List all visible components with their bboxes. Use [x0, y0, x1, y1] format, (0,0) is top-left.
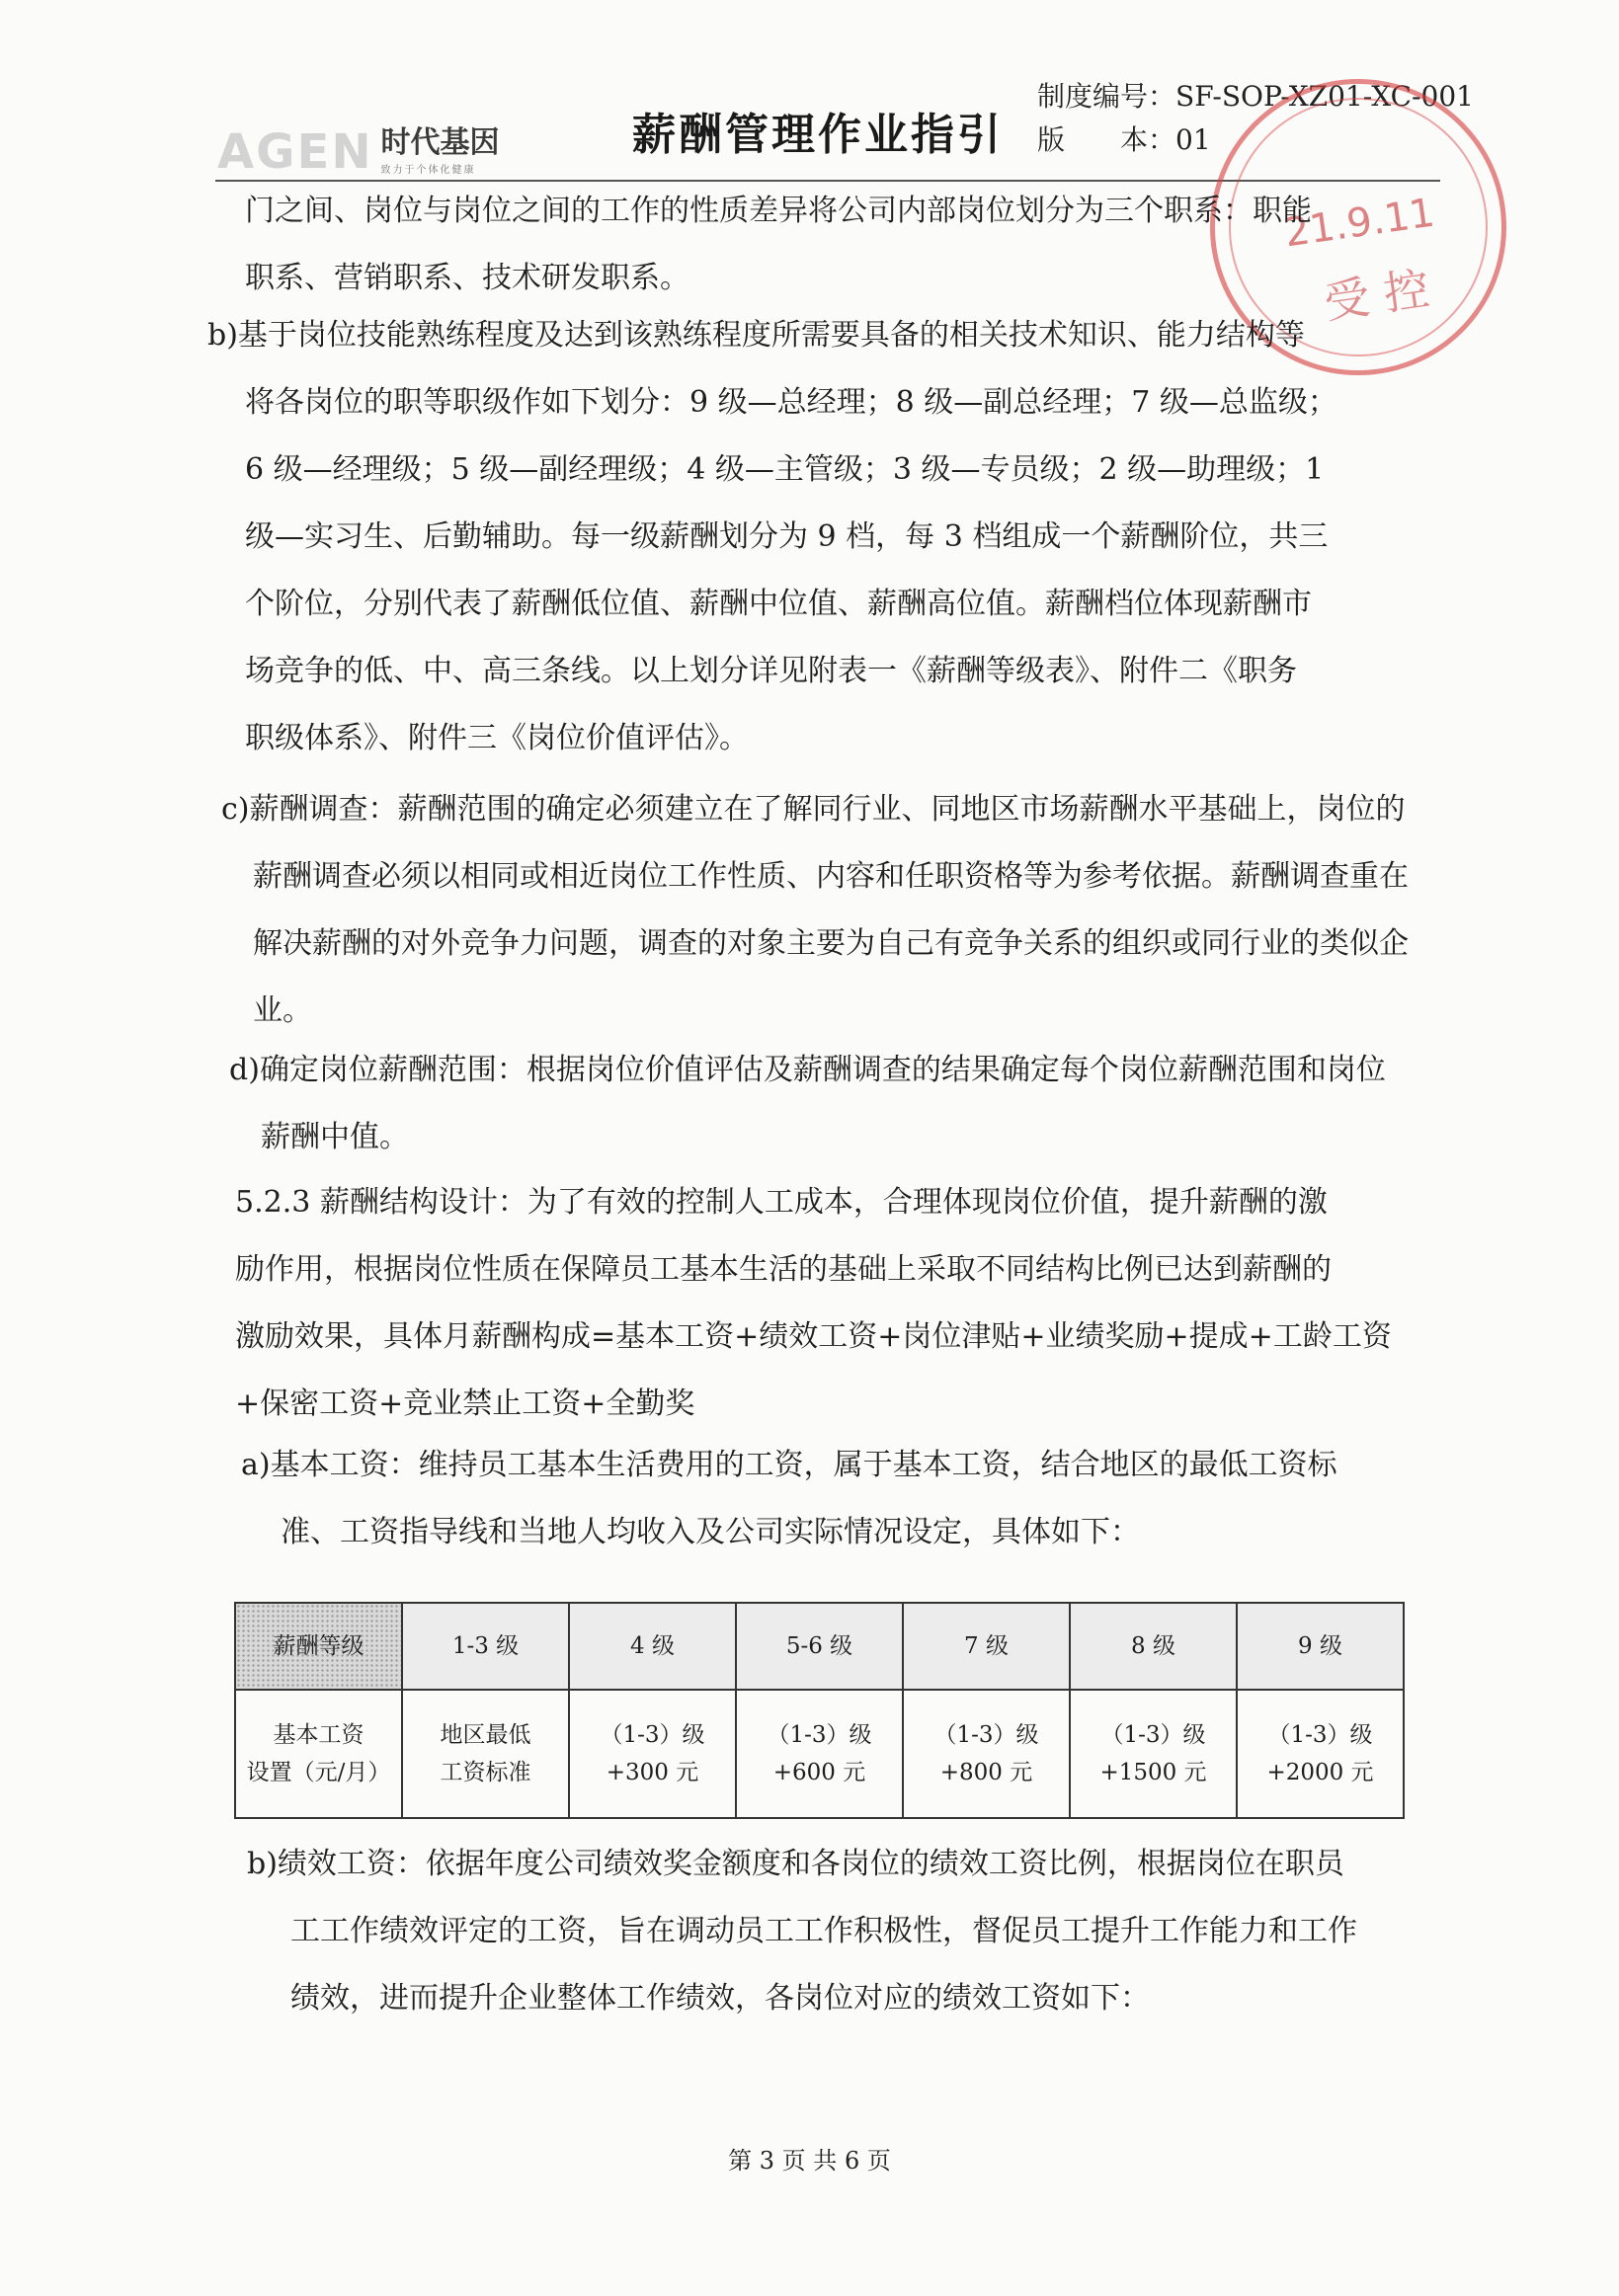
base-salary-table [234, 1602, 1405, 1819]
paragraph-a-base-salary [241, 1432, 1456, 1566]
cell-line: +1500 元 [1099, 1760, 1207, 1785]
text-line: 级—实习生、后勤辅助。每一级薪酬划分为 9 档，每 3 档组成一个薪酬阶位，共三 [245, 519, 1329, 554]
cell-line: +2000 元 [1266, 1760, 1374, 1785]
text-line: b)基于岗位技能熟练程度及达到该熟练程度所需要具备的相关技术知识、能力结构等 [207, 318, 1305, 353]
table-header-cell: 4 级 [569, 1603, 736, 1690]
text-line: 个阶位，分别代表了薪酬低位值、薪酬中位值、薪酬高位值。薪酬档位体现薪酬市 [245, 587, 1312, 621]
table-header-cell: 9 级 [1237, 1603, 1404, 1690]
text-line: 绩效，进而提升企业整体工作绩效，各岗位对应的绩效工资如下： [290, 1981, 1150, 2016]
logo-text-group [380, 125, 500, 176]
paragraph-b-performance-salary [247, 1831, 1462, 2032]
cell-line: 设置（元/月） [246, 1760, 391, 1785]
cell-line: （1-3）级 [1100, 1722, 1206, 1748]
text-line: c)薪酬调查：薪酬范围的确定必须建立在了解同行业、同地区市场薪酬水平基础上，岗位的 [221, 792, 1406, 827]
text-line: 解决薪酬的对外竞争力问题，调查的对象主要为自己有竞争关系的组织或同行业的类似企 [253, 926, 1409, 961]
cell-line: +800 元 [939, 1760, 1033, 1785]
section-5-2-3 [235, 1169, 1450, 1438]
cell-line: （1-3）级 [1267, 1722, 1373, 1748]
table-header-row [235, 1603, 1404, 1690]
logo-mark: AGEN [217, 124, 373, 180]
table-header-cell: 1-3 级 [402, 1603, 569, 1690]
cell-line: 地区最低 [440, 1722, 531, 1748]
version-number: 01 [1175, 123, 1211, 156]
text-line: 5.2.3 薪酬结构设计：为了有效的控制人工成本，合理体现岗位价值，提升薪酬的激 [235, 1185, 1328, 1220]
text-line: 职级体系》、附件三《岗位价值评估》。 [245, 721, 749, 755]
company-logo [217, 124, 500, 180]
table-cell [1237, 1690, 1404, 1818]
text-line: a)基本工资：维持员工基本生活费用的工资，属于基本工资，结合地区的最低工资标 [241, 1448, 1337, 1482]
cell-line: +600 元 [772, 1760, 866, 1785]
text-line: 门之间、岗位与岗位之间的工作的性质差异将公司内部岗位划分为三个职系：职能 [245, 194, 1312, 228]
text-line: 薪酬调查必须以相同或相近岗位工作性质、内容和任职资格等为参考依据。薪酬调查重在 [253, 859, 1409, 894]
table-header-cell: 薪酬等级 [235, 1603, 402, 1690]
table-cell [402, 1690, 569, 1818]
text-line: 工工作绩效评定的工资，旨在调动员工工作积极性，督促员工提升工作能力和工作 [290, 1914, 1357, 1948]
company-slogan: 致力于个体化健康 [380, 165, 476, 176]
cell-line: 工资标准 [440, 1760, 531, 1785]
doc-number: SF-SOP-XZ01-XC-001 [1175, 80, 1474, 113]
page-number: 第 3 页 共 6 页 [728, 2147, 891, 2175]
table-header-cell: 5-6 级 [736, 1603, 903, 1690]
text-line: +保密工资+竞业禁止工资+全勤奖 [235, 1386, 695, 1421]
cell-line: （1-3）级 [933, 1722, 1039, 1748]
table-row [235, 1690, 1404, 1818]
stamp-mark: 受 控 [1321, 261, 1433, 330]
text-line: d)确定岗位薪酬范围：根据岗位价值评估及薪酬调查的结果确定每个岗位薪酬范围和岗位 [229, 1053, 1386, 1087]
paragraph-b-grades [207, 302, 1422, 772]
paragraph-d-range [229, 1037, 1444, 1171]
doc-number-label: 制度编号： [1037, 80, 1176, 113]
text-line: 准、工资指导线和当地人均收入及公司实际情况设定，具体如下： [281, 1515, 1140, 1549]
document-title: 薪酬管理作业指引 [632, 110, 1004, 160]
company-name: 时代基因 [380, 125, 500, 160]
table-cell [903, 1690, 1070, 1818]
table-cell [569, 1690, 736, 1818]
cell-line: （1-3）级 [767, 1722, 872, 1748]
text-line: 激励效果，具体月薪酬构成=基本工资+绩效工资+岗位津贴+业绩奖励+提成+工龄工资 [235, 1319, 1392, 1354]
table-cell [1070, 1690, 1237, 1818]
text-line: 6 级—经理级；5 级—副经理级；4 级—主管级；3 级—专员级；2 级—助理级；1 [245, 452, 1325, 487]
text-line: 业。 [253, 993, 312, 1028]
stamp-date: 21.9.11 [1281, 190, 1438, 257]
text-line: 场竞争的低、中、高三条线。以上划分详见附表一《薪酬等级表》、附件二《职务 [245, 654, 1297, 688]
version-label: 版 本： [1037, 123, 1176, 156]
table-header-cell: 8 级 [1070, 1603, 1237, 1690]
text-line: 职系、营销职系、技术研发职系。 [245, 261, 689, 295]
paragraph-c-survey [221, 776, 1436, 1045]
table-cell [736, 1690, 903, 1818]
text-line: 将各岗位的职等职级作如下划分：9 级—总经理；8 级—副总经理；7 级—总监级； [245, 385, 1337, 420]
table-row-label [235, 1690, 402, 1818]
paragraph-continuation [245, 178, 1460, 312]
cell-line: （1-3）级 [600, 1722, 705, 1748]
text-line: 励作用，根据岗位性质在保障员工基本生活的基础上采取不同结构比例已达到薪酬的 [235, 1252, 1332, 1287]
cell-line: 基本工资 [273, 1722, 364, 1748]
cell-line: +300 元 [606, 1760, 699, 1785]
table-header-cell: 7 级 [903, 1603, 1070, 1690]
text-line: 薪酬中值。 [261, 1120, 409, 1154]
text-line: b)绩效工资：依据年度公司绩效奖金额度和各岗位的绩效工资比例，根据岗位在职员 [247, 1847, 1344, 1881]
